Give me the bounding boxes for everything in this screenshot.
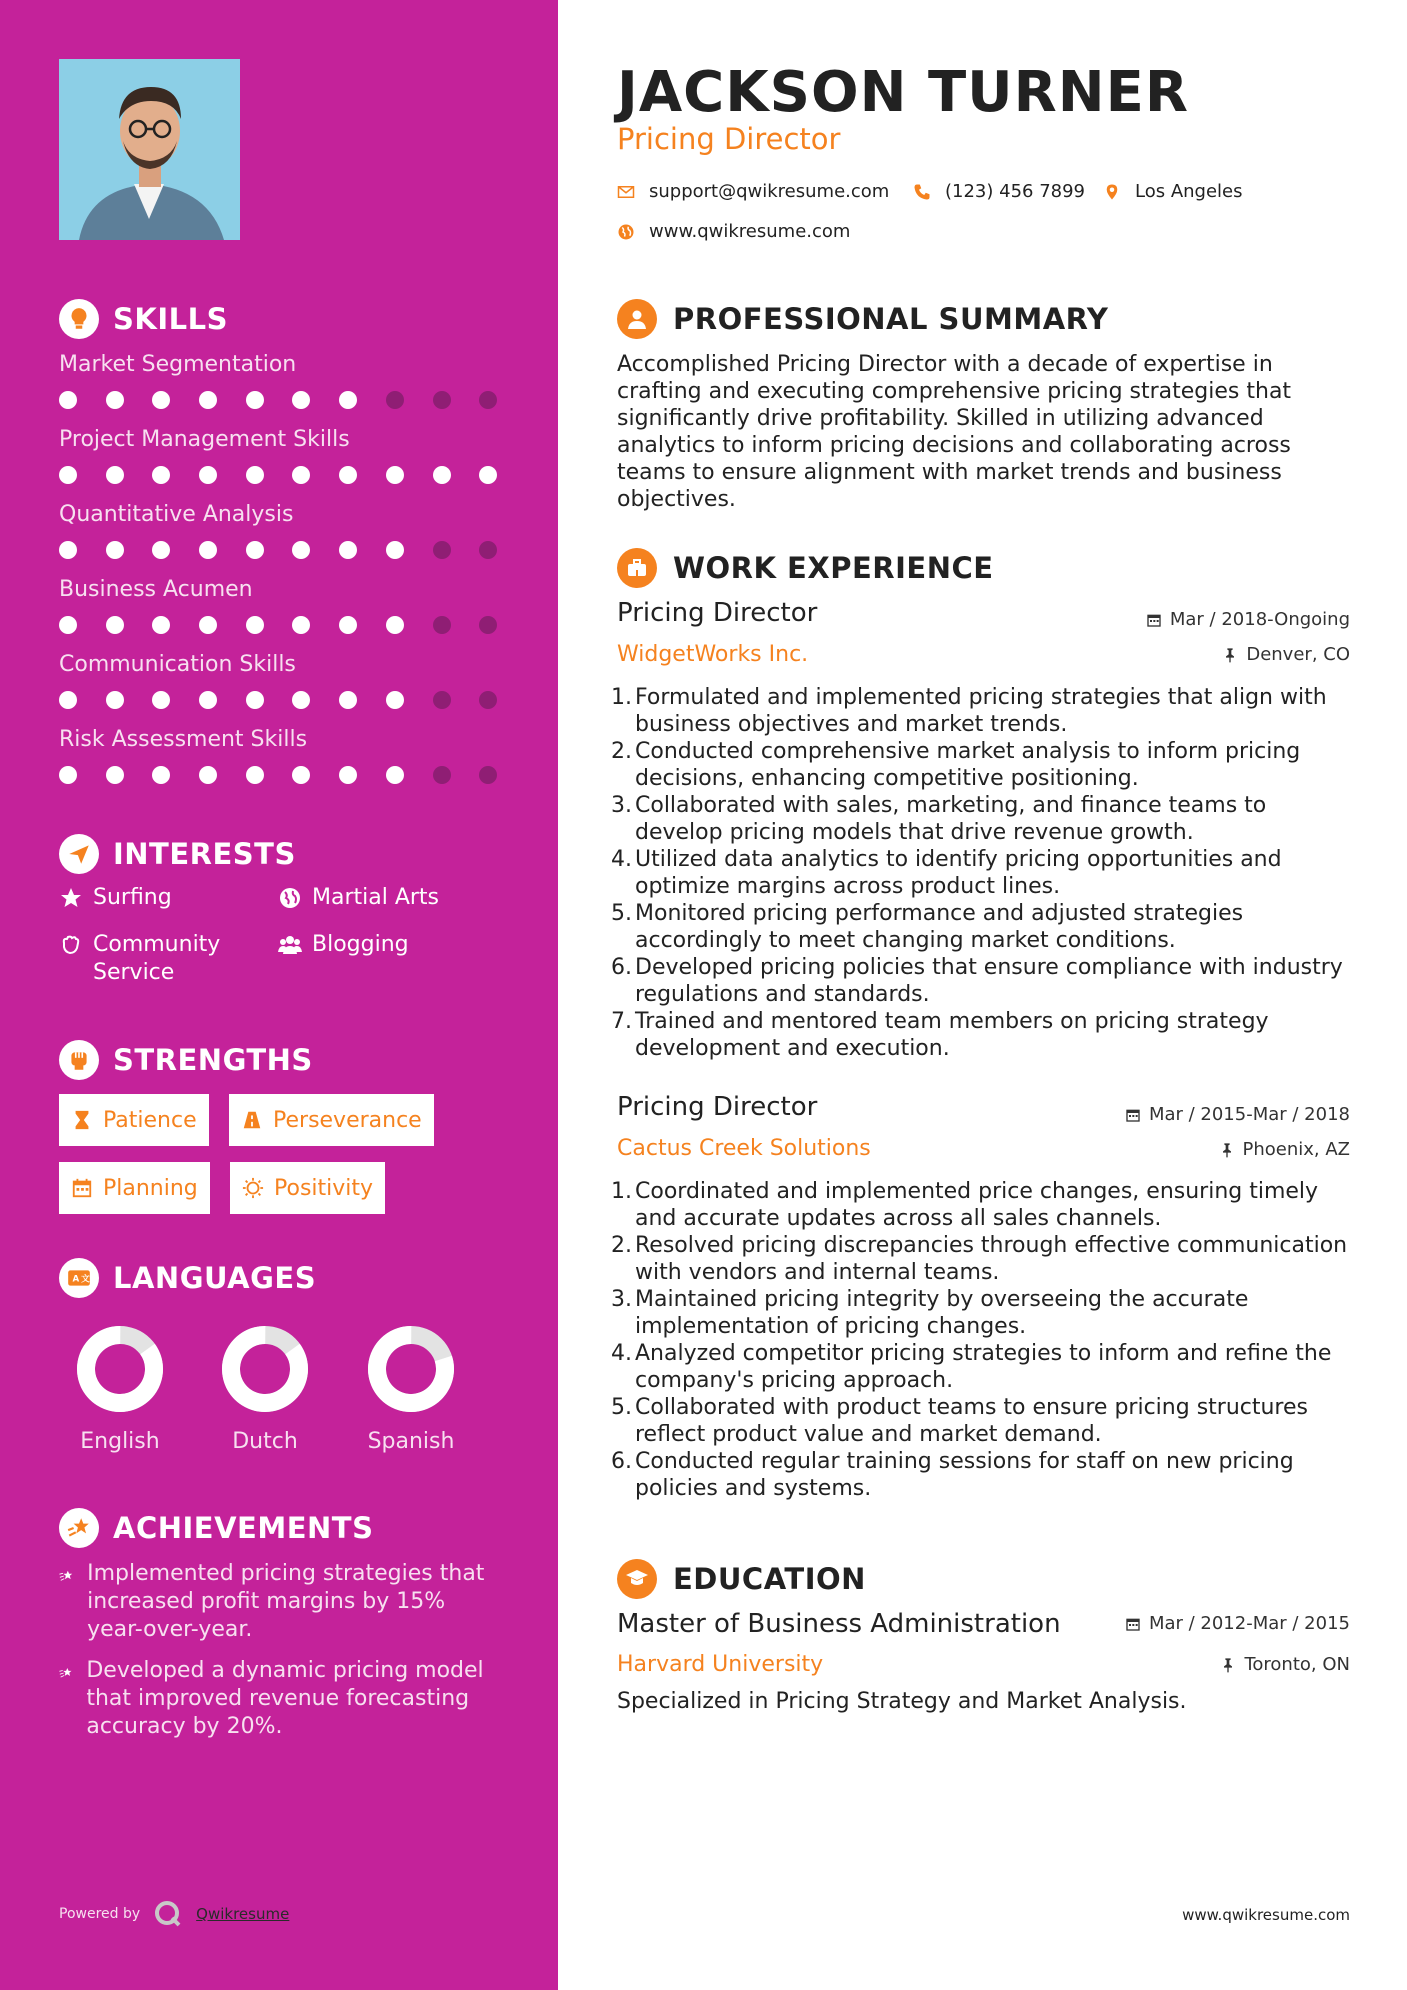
bullet-text: Collaborated with product teams to ensure pricing structures reflect product value and market demand. xyxy=(635,1395,1308,1447)
contact-email[interactable] xyxy=(617,181,889,202)
language-item xyxy=(351,1323,471,1454)
language-icon xyxy=(59,1258,99,1298)
qwikresume-link[interactable]: Qwikresume xyxy=(196,1905,290,1923)
shooting-star-icon xyxy=(59,1659,72,1687)
education-location-text: Toronto, ON xyxy=(1244,1654,1350,1675)
interests-heading xyxy=(59,834,296,874)
skill-dots xyxy=(59,391,526,409)
skill-dot xyxy=(106,466,124,484)
bullet-text: Developed pricing policies that ensure compliance with industry regulations and standards. xyxy=(635,955,1343,1007)
fist-icon xyxy=(59,1040,99,1080)
skill-dot xyxy=(479,616,497,634)
skill-dot xyxy=(292,691,310,709)
skill-name: Communication Skills xyxy=(59,652,296,677)
achievement-item xyxy=(59,1560,499,1644)
summary-heading xyxy=(617,299,1108,339)
skill-dot xyxy=(433,391,451,409)
bullet-item xyxy=(611,1008,1351,1062)
shooting-star-icon xyxy=(59,1562,73,1590)
skill-dots xyxy=(59,616,526,634)
job-location-text: Phoenix, AZ xyxy=(1242,1139,1350,1160)
achievement-text: Implemented pricing strategies that increased profit margins by 15% year-over-year. xyxy=(87,1561,485,1642)
skill-dot xyxy=(59,466,77,484)
phone-icon xyxy=(913,183,931,201)
bullet-text: Monitored pricing performance and adjusted strategies accordingly to meet changing market conditions. xyxy=(635,901,1244,953)
lightbulb-icon xyxy=(59,299,99,339)
hourglass-icon xyxy=(71,1109,93,1131)
skill-dot xyxy=(199,616,217,634)
skill-dot xyxy=(433,541,451,559)
interest-item xyxy=(278,884,439,912)
skill-dot xyxy=(292,766,310,784)
skill-dot xyxy=(479,766,497,784)
skill-dot xyxy=(386,391,404,409)
job-location-text: Denver, CO xyxy=(1246,644,1350,665)
skill-dot xyxy=(479,391,497,409)
location-text: Los Angeles xyxy=(1135,181,1243,202)
skill-dot xyxy=(152,466,170,484)
achievements-heading-text: ACHIEVEMENTS xyxy=(113,1511,374,1545)
bullet-text: Conducted regular training sessions for staff on new pricing policies and systems. xyxy=(635,1449,1294,1501)
sidebar xyxy=(0,0,558,1990)
language-label: Spanish xyxy=(367,1429,455,1454)
interest-item xyxy=(278,931,409,959)
skill-dots xyxy=(59,766,526,784)
pushpin-icon xyxy=(1222,647,1238,663)
strength-label: Patience xyxy=(103,1107,197,1133)
bullet-text: Collaborated with sales, marketing, and finance teams to develop pricing models that drive revenue growth. xyxy=(635,793,1267,845)
skill-dot xyxy=(106,691,124,709)
education-heading xyxy=(617,1559,866,1599)
skill-dot xyxy=(199,466,217,484)
skill-dot xyxy=(106,766,124,784)
bullet-number: 7. xyxy=(611,1009,632,1034)
job-dates-text: Mar / 2015-Mar / 2018 xyxy=(1148,1104,1350,1125)
footer-url[interactable]: www.qwikresume.com xyxy=(1182,1906,1350,1924)
bullet-item xyxy=(611,1340,1351,1394)
job-dates xyxy=(1146,609,1350,630)
skill-dot xyxy=(339,466,357,484)
powered-by xyxy=(59,1900,289,1928)
skills-heading-text: SKILLS xyxy=(113,302,228,336)
email-text: support@qwikresume.com xyxy=(649,181,890,202)
education-heading-text: EDUCATION xyxy=(673,1562,866,1596)
bullet-item xyxy=(611,792,1351,846)
bullet-number: 4. xyxy=(611,847,632,872)
road-icon xyxy=(241,1109,263,1131)
strength-label: Planning xyxy=(103,1175,198,1201)
globe-icon xyxy=(617,223,635,241)
achievement-text: Developed a dynamic pricing model that improved revenue forecasting accuracy by 20%. xyxy=(86,1658,484,1739)
skill-dot xyxy=(433,466,451,484)
job-bullets xyxy=(611,1178,1351,1502)
strengths-heading-text: STRENGTHS xyxy=(113,1043,313,1077)
job-company: Cactus Creek Solutions xyxy=(617,1136,871,1161)
skill-dot xyxy=(106,616,124,634)
language-item xyxy=(205,1323,325,1454)
skill-dot xyxy=(246,766,264,784)
skill-dot xyxy=(152,616,170,634)
pushpin-icon xyxy=(1220,1657,1236,1673)
interest-label: Community Service xyxy=(93,932,221,985)
skill-dot xyxy=(199,691,217,709)
skill-dot xyxy=(433,691,451,709)
pushpin-icon xyxy=(1219,1142,1235,1158)
skill-dot xyxy=(339,691,357,709)
strength-badge xyxy=(59,1094,209,1146)
svg-text:文: 文 xyxy=(81,1274,91,1285)
experience-heading-text: WORK EXPERIENCE xyxy=(673,551,994,585)
education-school: Harvard University xyxy=(617,1652,824,1677)
skill-dot xyxy=(246,691,264,709)
skill-dot xyxy=(339,766,357,784)
paper-plane-icon xyxy=(59,834,99,874)
job-bullets xyxy=(611,684,1351,1062)
strength-label: Positivity xyxy=(274,1175,374,1201)
svg-text:A: A xyxy=(72,1274,80,1285)
skill-dot xyxy=(386,766,404,784)
bullet-item xyxy=(611,846,1351,900)
qwikresume-logo-icon xyxy=(154,1900,182,1928)
bullet-number: 3. xyxy=(611,1287,632,1312)
shooting-star-icon xyxy=(59,1508,99,1548)
skill-dot xyxy=(152,541,170,559)
skill-dot xyxy=(386,691,404,709)
calendar-icon xyxy=(71,1177,93,1199)
language-label: Dutch xyxy=(232,1429,298,1454)
bullet-item xyxy=(611,1286,1351,1340)
skill-dot xyxy=(246,616,264,634)
skill-dot xyxy=(292,466,310,484)
bullet-item xyxy=(611,684,1351,738)
contact-phone[interactable] xyxy=(913,181,1085,202)
bullet-item xyxy=(611,1394,1351,1448)
education-location xyxy=(1220,1654,1350,1675)
language-item xyxy=(60,1323,180,1454)
job-company: WidgetWorks Inc. xyxy=(617,642,809,667)
languages-heading xyxy=(59,1258,316,1298)
skill-dots xyxy=(59,541,526,559)
job-title: Pricing Director xyxy=(617,1092,818,1122)
interest-label: Blogging xyxy=(312,932,409,957)
job-title: Pricing Director xyxy=(617,598,818,628)
skill-dot xyxy=(246,466,264,484)
skill-dot xyxy=(59,766,77,784)
envelope-icon xyxy=(617,183,635,201)
language-ring-fill xyxy=(74,1323,166,1415)
skill-dot xyxy=(199,541,217,559)
skill-dot xyxy=(199,766,217,784)
education-description: Specialized in Pricing Strategy and Market Analysis. xyxy=(617,1689,1187,1714)
bullet-number: 3. xyxy=(611,793,632,818)
bullet-item xyxy=(611,1178,1351,1232)
bullet-number: 4. xyxy=(611,1341,632,1366)
strength-label: Perseverance xyxy=(273,1107,422,1133)
language-label: English xyxy=(80,1429,160,1454)
skill-dot xyxy=(59,616,77,634)
skill-dot xyxy=(152,691,170,709)
skill-dots xyxy=(59,466,526,484)
bullet-item xyxy=(611,1448,1351,1502)
skill-dot xyxy=(152,766,170,784)
bullet-number: 5. xyxy=(611,901,632,926)
calendar-icon xyxy=(1146,612,1162,628)
language-ring xyxy=(365,1323,457,1415)
bullet-number: 2. xyxy=(611,1233,632,1258)
bullet-item xyxy=(611,1232,1351,1286)
skill-name: Business Acumen xyxy=(59,577,253,602)
skill-dot xyxy=(433,766,451,784)
skill-dot xyxy=(246,391,264,409)
interests-heading-text: INTERESTS xyxy=(113,837,296,871)
star-icon xyxy=(59,886,83,910)
experience-heading xyxy=(617,548,994,588)
skill-dot xyxy=(479,691,497,709)
skill-dot xyxy=(59,541,77,559)
profile-photo xyxy=(59,59,240,240)
language-ring-fill xyxy=(219,1323,311,1415)
map-pin-icon xyxy=(1103,183,1121,201)
bullet-number: 1. xyxy=(611,685,632,710)
education-degree: Master of Business Administration xyxy=(617,1609,1061,1639)
language-ring xyxy=(219,1323,311,1415)
calendar-icon xyxy=(1125,1616,1141,1632)
main-content xyxy=(558,0,1407,1990)
skill-name: Market Segmentation xyxy=(59,352,297,377)
bullet-item xyxy=(611,738,1351,792)
graduation-cap-icon xyxy=(617,1559,657,1599)
skill-dot xyxy=(339,541,357,559)
phone-text: (123) 456 7899 xyxy=(945,181,1086,202)
skill-name: Risk Assessment Skills xyxy=(59,727,308,752)
bullet-text: Utilized data analytics to identify pricing opportunities and optimize margins across product lines. xyxy=(635,847,1282,899)
interest-label: Martial Arts xyxy=(312,885,440,910)
skill-dot xyxy=(339,391,357,409)
calendar-icon xyxy=(1125,1107,1141,1123)
skill-dot xyxy=(292,616,310,634)
bullet-text: Formulated and implemented pricing strategies that align with business objectives and market trends. xyxy=(635,685,1327,737)
bullet-text: Resolved pricing discrepancies through effective communication with vendors and internal teams. xyxy=(635,1233,1348,1285)
users-icon xyxy=(278,933,302,957)
bullet-text: Analyzed competitor pricing strategies to inform and refine the company's pricing approach. xyxy=(635,1341,1332,1393)
summary-text: Accomplished Pricing Director with a decade of expertise in crafting and executing comprehensive pricing strategies that significantly drive profitability. Skilled in utilizing advanced analytics to inform pricing decisions and collaborating across teams to ensure alignment with market trends and business objectives. xyxy=(617,352,1292,512)
strength-badge xyxy=(59,1162,210,1214)
skill-name: Project Management Skills xyxy=(59,427,350,452)
bullet-item xyxy=(611,954,1351,1008)
skill-dot xyxy=(59,391,77,409)
contact-location xyxy=(1103,181,1243,202)
briefcase-icon xyxy=(617,548,657,588)
skill-dot xyxy=(479,541,497,559)
bullet-number: 1. xyxy=(611,1179,632,1204)
contact-website[interactable] xyxy=(617,221,850,242)
bullet-number: 5. xyxy=(611,1395,632,1420)
job-dates-text: Mar / 2018-Ongoing xyxy=(1169,609,1350,630)
skill-dots xyxy=(59,691,526,709)
achievements-heading xyxy=(59,1508,373,1548)
job-dates xyxy=(1125,1104,1350,1125)
strength-badge xyxy=(229,1094,434,1146)
bullet-text: Conducted comprehensive market analysis to inform pricing decisions, enhancing competitive positioning. xyxy=(635,739,1301,791)
job-location xyxy=(1219,1139,1351,1160)
powered-by-text: Powered by xyxy=(59,1906,141,1922)
interest-label: Surfing xyxy=(93,885,172,910)
bullet-text: Coordinated and implemented price changes, ensuring timely and accurate updates across all sales channels. xyxy=(635,1179,1319,1231)
website-text: www.qwikresume.com xyxy=(649,221,851,242)
sun-icon xyxy=(242,1177,264,1199)
bullet-text: Trained and mentored team members on pricing strategy development and execution. xyxy=(635,1009,1269,1061)
bullet-number: 6. xyxy=(611,1449,632,1474)
education-dates-text: Mar / 2012-Mar / 2015 xyxy=(1148,1613,1350,1634)
summary-heading-text: PROFESSIONAL SUMMARY xyxy=(673,302,1109,336)
bullet-text: Maintained pricing integrity by overseeing the accurate implementation of pricing changes. xyxy=(635,1287,1249,1339)
skill-dot xyxy=(479,466,497,484)
strength-badge xyxy=(230,1162,385,1214)
languages-heading-text: LANGUAGES xyxy=(113,1261,317,1295)
language-ring xyxy=(74,1323,166,1415)
bullet-number: 2. xyxy=(611,739,632,764)
job-location xyxy=(1222,644,1350,665)
skill-dot xyxy=(339,616,357,634)
skill-dot xyxy=(433,616,451,634)
skill-dot xyxy=(386,616,404,634)
user-icon xyxy=(617,299,657,339)
interest-item xyxy=(59,884,172,912)
bullet-number: 6. xyxy=(611,955,632,980)
skill-dot xyxy=(106,541,124,559)
skill-dot xyxy=(386,466,404,484)
skill-dot xyxy=(106,391,124,409)
education-dates xyxy=(1125,1613,1350,1634)
skills-heading xyxy=(59,299,228,339)
skill-dot xyxy=(199,391,217,409)
skill-dot xyxy=(292,391,310,409)
skill-dot xyxy=(152,391,170,409)
person-name: JACKSON TURNER xyxy=(617,60,1190,125)
skill-dot xyxy=(292,541,310,559)
skill-dot xyxy=(59,691,77,709)
hand-icon xyxy=(59,933,83,957)
globe-icon xyxy=(278,886,302,910)
skill-dot xyxy=(386,541,404,559)
skill-name: Quantitative Analysis xyxy=(59,502,294,527)
achievement-item xyxy=(59,1657,499,1741)
skill-dot xyxy=(246,541,264,559)
interest-item xyxy=(59,931,259,987)
bullet-item xyxy=(611,900,1351,954)
person-role: Pricing Director xyxy=(617,122,841,156)
strengths-heading xyxy=(59,1040,313,1080)
